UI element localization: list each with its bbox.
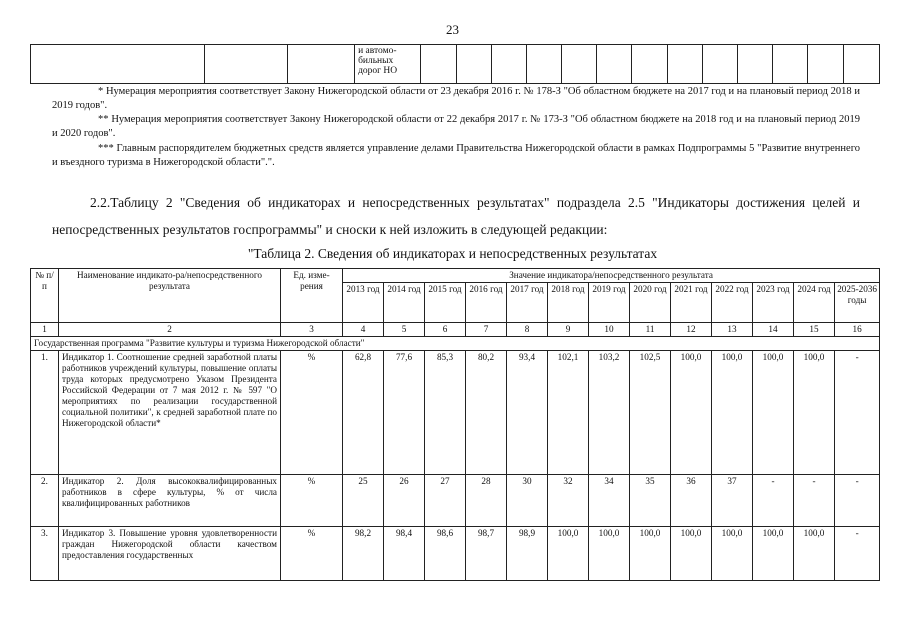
row-unit: % — [281, 527, 343, 581]
continued-table — [30, 44, 880, 84]
row-value: 77,6 — [384, 351, 425, 475]
row-value: 100,0 — [712, 527, 753, 581]
row-value: - — [835, 351, 880, 475]
header-year: 2025-2036 годы — [835, 283, 880, 323]
row-unit: % — [281, 475, 343, 527]
row-value: 80,2 — [466, 351, 507, 475]
column-number: 8 — [507, 323, 548, 337]
footnote-2: ** Нумерация мероприятия соответствует Закону Нижегородской области от 22 декабря 2017 г. № 173-З "Об областном бюджете на 2018 год и на плановый период 2019 и 2020 годов". — [52, 114, 860, 139]
row-value: 37 — [712, 475, 753, 527]
footnote-1: * Нумерация мероприятия соответствует Закону Нижегородской области от 23 декабря 2016 г. № 178-З "Об областном бюджете на 2017 год и на плановый период 2018 и 2019 годов". — [52, 86, 860, 111]
row-value: - — [835, 527, 880, 581]
header-year: 2018 год — [548, 283, 589, 323]
table-caption: "Таблица 2. Сведения об индикаторах и непосредственных результатах — [247, 246, 658, 261]
row-value: 30 — [507, 475, 548, 527]
table-row — [31, 475, 880, 527]
row-value: 98,6 — [425, 527, 466, 581]
row-value: 102,5 — [630, 351, 671, 475]
row-value: 100,0 — [671, 351, 712, 475]
header-year: 2024 год — [794, 283, 835, 323]
row-value: 34 — [589, 475, 630, 527]
column-number: 11 — [630, 323, 671, 337]
header-year: 2016 год — [466, 283, 507, 323]
row-value: 32 — [548, 475, 589, 527]
column-number: 3 — [281, 323, 343, 337]
row-num: 3. — [31, 527, 59, 581]
column-number: 7 — [466, 323, 507, 337]
row-name: Индикатор 2. Доля высококвалифицированных работников в сфере культуры, % от числа квалифицированных работников — [59, 475, 281, 527]
column-number: 5 — [384, 323, 425, 337]
row-value: 100,0 — [548, 527, 589, 581]
header-num: № п/п — [31, 269, 59, 323]
row-value: - — [753, 475, 794, 527]
header-year: 2020 год — [630, 283, 671, 323]
header-year: 2019 год — [589, 283, 630, 323]
column-number: 9 — [548, 323, 589, 337]
row-value: 85,3 — [425, 351, 466, 475]
row-value: - — [794, 475, 835, 527]
row-value: 93,4 — [507, 351, 548, 475]
amendment-paragraph: 2.2.Таблицу 2 "Сведения об индикаторах и непосредственных результатах" подраздела 2.5 "Индикаторы достижения целей и непосредственных результатов госпрограммы" и сноски к ней изложить в следующей редакции: — [52, 195, 860, 237]
header-values-group: Значение индикатора/непосредственного результата — [343, 269, 880, 283]
header-year: 2023 год — [753, 283, 794, 323]
row-value: 35 — [630, 475, 671, 527]
header-year: 2013 год — [343, 283, 384, 323]
row-name: Индикатор 3. Повышение уровня удовлетворенности граждан Нижегородской области качеством предоставления государственных — [59, 527, 281, 581]
row-value: 100,0 — [630, 527, 671, 581]
row-value: 98,4 — [384, 527, 425, 581]
column-number: 12 — [671, 323, 712, 337]
row-value: 98,9 — [507, 527, 548, 581]
footnote-3: *** Главным распорядителем бюджетных средств является управление делами Правительства Нижегородской области в рамках Подпрограммы 5 "Развитие внутреннего и въездного туризма в Нижегородской области".". — [52, 143, 860, 168]
row-value: 100,0 — [589, 527, 630, 581]
row-value: 100,0 — [794, 527, 835, 581]
row-value: 98,2 — [343, 527, 384, 581]
row-value: 100,0 — [712, 351, 753, 475]
continued-table-text: и автомо-бильных дорог НО — [358, 46, 398, 76]
column-number: 14 — [753, 323, 794, 337]
row-value: 36 — [671, 475, 712, 527]
column-number: 10 — [589, 323, 630, 337]
table-row — [31, 351, 880, 475]
row-value: 103,2 — [589, 351, 630, 475]
section-row: Государственная программа "Развитие культуры и туризма Нижегородской области" — [31, 337, 880, 351]
row-value: 100,0 — [794, 351, 835, 475]
column-number: 6 — [425, 323, 466, 337]
column-number: 1 — [31, 323, 59, 337]
row-value: 100,0 — [753, 527, 794, 581]
row-value: 26 — [384, 475, 425, 527]
header-unit: Ед. изме-рения — [281, 269, 343, 323]
header-year: 2021 год — [671, 283, 712, 323]
row-value: 100,0 — [753, 351, 794, 475]
row-value: 28 — [466, 475, 507, 527]
row-value: 98,7 — [466, 527, 507, 581]
row-value: 62,8 — [343, 351, 384, 475]
row-num: 1. — [31, 351, 59, 475]
column-number: 13 — [712, 323, 753, 337]
row-value: 25 — [343, 475, 384, 527]
row-value: 27 — [425, 475, 466, 527]
indicators-table — [30, 268, 880, 581]
row-name: Индикатор 1. Соотношение средней заработной платы работников учреждений культуры, повышение оплаты труда которых предусмотрено Указом Президента Российской Федерации от 7 мая 2012 г. № 597 "О мероприятиях по реализации государственной социальной политики", к средней заработной плате по Нижегородской области* — [59, 351, 281, 475]
header-year: 2015 год — [425, 283, 466, 323]
row-num: 2. — [31, 475, 59, 527]
row-value: 100,0 — [671, 527, 712, 581]
row-unit: % — [281, 351, 343, 475]
header-year: 2017 год — [507, 283, 548, 323]
row-value: - — [835, 475, 880, 527]
header-name: Наименование индикато-ра/непосредственного результата — [59, 269, 281, 323]
page-number: 23 — [446, 22, 459, 37]
header-year: 2022 год — [712, 283, 753, 323]
continued-table-cell — [355, 45, 421, 84]
column-number: 16 — [835, 323, 880, 337]
header-year: 2014 год — [384, 283, 425, 323]
column-number: 2 — [59, 323, 281, 337]
column-number: 4 — [343, 323, 384, 337]
row-value: 102,1 — [548, 351, 589, 475]
table-row — [31, 527, 880, 581]
column-number: 15 — [794, 323, 835, 337]
